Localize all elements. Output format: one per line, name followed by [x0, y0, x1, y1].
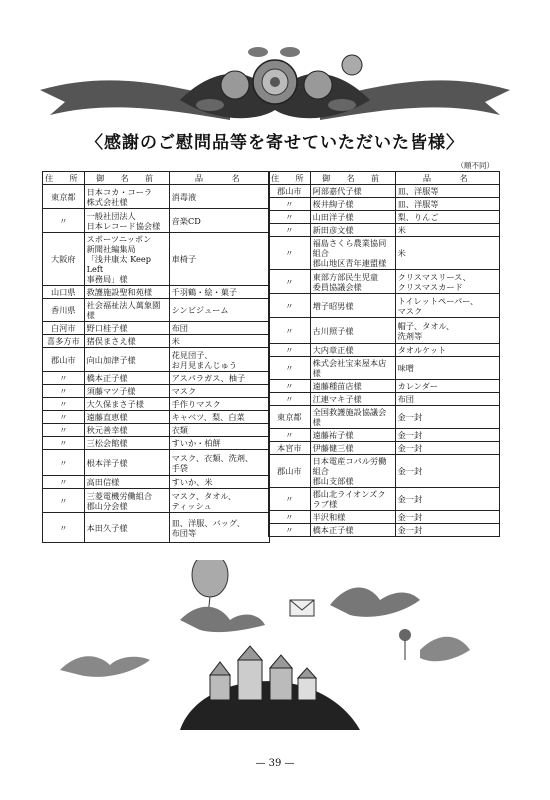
- donor-row: [43, 513, 270, 543]
- donor-name: 古川照子様: [310, 318, 395, 344]
- donated-item: 手作りマスク: [169, 398, 269, 411]
- donor-row: [269, 237, 500, 270]
- donor-row: [269, 270, 500, 294]
- donated-item: すいか・柏餅: [169, 437, 269, 450]
- donor-row: [43, 476, 270, 489]
- donor-address: 〃: [269, 211, 311, 224]
- donor-row: [43, 437, 270, 450]
- donor-address: 〃: [269, 393, 311, 406]
- donor-row: [43, 209, 270, 233]
- donor-address: 〃: [269, 198, 311, 211]
- donor-name: 一般社団法人 日本レコード協会様: [84, 209, 169, 233]
- donor-name: 遠藤祐子様: [310, 429, 395, 442]
- donor-name: 橋本正子様: [84, 372, 169, 385]
- donor-row: [43, 372, 270, 385]
- column-header-name: 御 名 前: [310, 172, 395, 185]
- donated-item: 車椅子: [169, 233, 269, 286]
- column-header-item: 品 名: [395, 172, 499, 185]
- donor-address: 郡山市: [269, 185, 311, 198]
- order-note: （順不同）: [456, 161, 494, 170]
- donor-address: 〃: [269, 318, 311, 344]
- donor-row: [269, 380, 500, 393]
- donor-name: 橋本正子様: [310, 524, 395, 537]
- donated-item: マスク、タオル、 ティッシュ: [169, 489, 269, 513]
- donated-item: 音楽CD: [169, 209, 269, 233]
- donor-row: [269, 198, 500, 211]
- donor-address: 山口県: [43, 286, 85, 299]
- donor-name: 桜井絢子様: [310, 198, 395, 211]
- donated-item: キャベツ、梨、白菜: [169, 411, 269, 424]
- donated-item: 千羽鶴・絵・菓子: [169, 286, 269, 299]
- column-header-name: 御 名 前: [84, 172, 169, 185]
- donated-item: 金一封: [395, 524, 499, 537]
- donor-name: 伊藤健三様: [310, 442, 395, 455]
- donor-row: [43, 398, 270, 411]
- donor-name: 三松会館様: [84, 437, 169, 450]
- donor-row: [43, 335, 270, 348]
- donor-address: 〃: [43, 513, 85, 543]
- donor-row: [43, 424, 270, 437]
- donated-item: 金一封: [395, 442, 499, 455]
- donor-row: [269, 442, 500, 455]
- donor-row: [269, 524, 500, 537]
- donor-row: [269, 511, 500, 524]
- donor-name: 秋元善幸様: [84, 424, 169, 437]
- donor-address: 〃: [269, 511, 311, 524]
- donated-item: 米: [169, 335, 269, 348]
- donor-address: 〃: [269, 357, 311, 380]
- donor-name: 郡山北ライオンズクラブ様: [310, 488, 395, 511]
- donated-item: 布団: [169, 322, 269, 335]
- donor-row: [43, 385, 270, 398]
- donor-name: 福島さくら農業協同組合 郡山地区青年連盟様: [310, 237, 395, 270]
- donor-name: 三菱電機労働組合 郡山分会様: [84, 489, 169, 513]
- donor-row: [269, 488, 500, 511]
- donor-row: [269, 211, 500, 224]
- donated-item: トイレットペーパー、 マスク: [395, 294, 499, 318]
- donor-address: 〃: [269, 344, 311, 357]
- birds-and-houses-illustration: [60, 560, 480, 730]
- donated-item: 金一封: [395, 488, 499, 511]
- donor-table-left: [42, 171, 270, 543]
- donor-name: 本田久子様: [84, 513, 169, 543]
- page-title: 〈感謝のご慰問品等を寄せていただいた皆様〉: [86, 133, 464, 153]
- donor-address: 〃: [43, 209, 85, 233]
- donated-item: 金一封: [395, 455, 499, 488]
- donor-address: 東京都: [43, 185, 85, 209]
- donor-address: 〃: [43, 450, 85, 476]
- donor-name: 大内章正様: [310, 344, 395, 357]
- donated-item: 皿、洋服等: [395, 185, 499, 198]
- donor-name: 須藤マツ子様: [84, 385, 169, 398]
- page-number: — 39 —: [255, 758, 295, 769]
- donor-address: 〃: [269, 224, 311, 237]
- donor-address: 〃: [43, 385, 85, 398]
- donated-item: アスパラガス、柚子: [169, 372, 269, 385]
- donor-address: 〃: [269, 270, 311, 294]
- donor-row: [269, 406, 500, 429]
- donor-row: [269, 393, 500, 406]
- donated-item: マスク、衣類、洗剤、 手袋: [169, 450, 269, 476]
- donor-address: 郡山市: [43, 348, 85, 372]
- donor-name: 向山加津子様: [84, 348, 169, 372]
- donated-item: すいか、米: [169, 476, 269, 489]
- donor-row: [43, 411, 270, 424]
- donated-item: 皿、洋服等: [395, 198, 499, 211]
- donor-row: [43, 233, 270, 286]
- donor-name: 株式会社宝来屋本店様: [310, 357, 395, 380]
- donated-item: 金一封: [395, 511, 499, 524]
- donor-address: 本宮市: [269, 442, 311, 455]
- donor-name: 大久保まさ子様: [84, 398, 169, 411]
- donor-name: 遠藤直恵様: [84, 411, 169, 424]
- donor-row: [269, 185, 500, 198]
- donated-item: カレンダー: [395, 380, 499, 393]
- donor-name: 東部方部民生児童 委員協議会様: [310, 270, 395, 294]
- donor-address: 〃: [43, 437, 85, 450]
- donor-name: 根本洋子様: [84, 450, 169, 476]
- donated-item: 花見団子、 お月見まんじゅう: [169, 348, 269, 372]
- donor-address: 〃: [269, 294, 311, 318]
- donor-address: 〃: [269, 524, 311, 537]
- donor-name: 新田彦文様: [310, 224, 395, 237]
- donor-name: 社会福祉法人萬象園様: [84, 299, 169, 322]
- donated-item: 米: [395, 224, 499, 237]
- donated-item: 梨、りんご: [395, 211, 499, 224]
- donor-row: [43, 322, 270, 335]
- donated-item: 帽子、タオル、 洗剤等: [395, 318, 499, 344]
- donor-name: スポーツニッポン 新聞社編集局 「浅井康太 Keep Left 事務局」様: [84, 233, 169, 286]
- donated-item: シンビジューム: [169, 299, 269, 322]
- donor-name: 猪俣まさえ様: [84, 335, 169, 348]
- donor-address: 〃: [269, 380, 311, 393]
- donor-name: 日本電産コパル労働組合 郡山支部様: [310, 455, 395, 488]
- donor-row: [269, 224, 500, 237]
- donor-row: [43, 348, 270, 372]
- donor-row: [269, 455, 500, 488]
- donor-address: 郡山市: [269, 455, 311, 488]
- donor-address: 白河市: [43, 322, 85, 335]
- donated-item: マスク: [169, 385, 269, 398]
- donated-item: 布団: [395, 393, 499, 406]
- column-header-item: 品 名: [169, 172, 269, 185]
- donated-item: クリスマスリース、 クリスマスカード: [395, 270, 499, 294]
- donated-item: 米: [395, 237, 499, 270]
- donor-address: 大阪府: [43, 233, 85, 286]
- donor-row: [43, 286, 270, 299]
- donated-item: 金一封: [395, 429, 499, 442]
- donor-address: 〃: [43, 411, 85, 424]
- donor-address: 〃: [269, 488, 311, 511]
- donated-item: 味噌: [395, 357, 499, 380]
- donor-name: 全国救護施設協議会様: [310, 406, 395, 429]
- donor-row: [269, 344, 500, 357]
- donor-address: 東京都: [269, 406, 311, 429]
- donated-item: 衣類: [169, 424, 269, 437]
- column-header-address: 住 所: [43, 172, 85, 185]
- donor-name: 遠藤種苗店様: [310, 380, 395, 393]
- donated-item: 金一封: [395, 406, 499, 429]
- donor-row: [43, 450, 270, 476]
- donor-rows-left: [43, 185, 270, 543]
- donated-item: 皿、洋服、バッグ、 布団等: [169, 513, 269, 543]
- donor-address: 〃: [269, 237, 311, 270]
- donor-row: [269, 429, 500, 442]
- donated-item: 消毒液: [169, 185, 269, 209]
- donor-name: 日本コカ・コーラ 株式会社様: [84, 185, 169, 209]
- donor-row: [43, 489, 270, 513]
- donor-address: 喜多方市: [43, 335, 85, 348]
- donor-address: 〃: [43, 476, 85, 489]
- donor-row: [269, 357, 500, 380]
- donor-table-right: [268, 171, 500, 537]
- donor-name: 救護施設聖和苑様: [84, 286, 169, 299]
- donor-name: 野口桂子様: [84, 322, 169, 335]
- donor-address: 〃: [269, 429, 311, 442]
- donor-name: 山田洋子様: [310, 211, 395, 224]
- donor-name: 高田信様: [84, 476, 169, 489]
- column-header-address: 住 所: [269, 172, 311, 185]
- donor-row: [269, 294, 500, 318]
- donor-name: 半沢和様: [310, 511, 395, 524]
- donor-name: 阿部嘉代子様: [310, 185, 395, 198]
- donor-address: 〃: [43, 424, 85, 437]
- donor-name: 江連マキ子様: [310, 393, 395, 406]
- donor-address: 〃: [43, 489, 85, 513]
- donated-item: タオルケット: [395, 344, 499, 357]
- donor-address: 〃: [43, 398, 85, 411]
- donor-row: [43, 185, 270, 209]
- donor-name: 増子昭男様: [310, 294, 395, 318]
- donor-row: [43, 299, 270, 322]
- donor-row: [269, 318, 500, 344]
- donor-rows-right: [269, 185, 500, 537]
- donor-address: 〃: [43, 372, 85, 385]
- donor-address: 香川県: [43, 299, 85, 322]
